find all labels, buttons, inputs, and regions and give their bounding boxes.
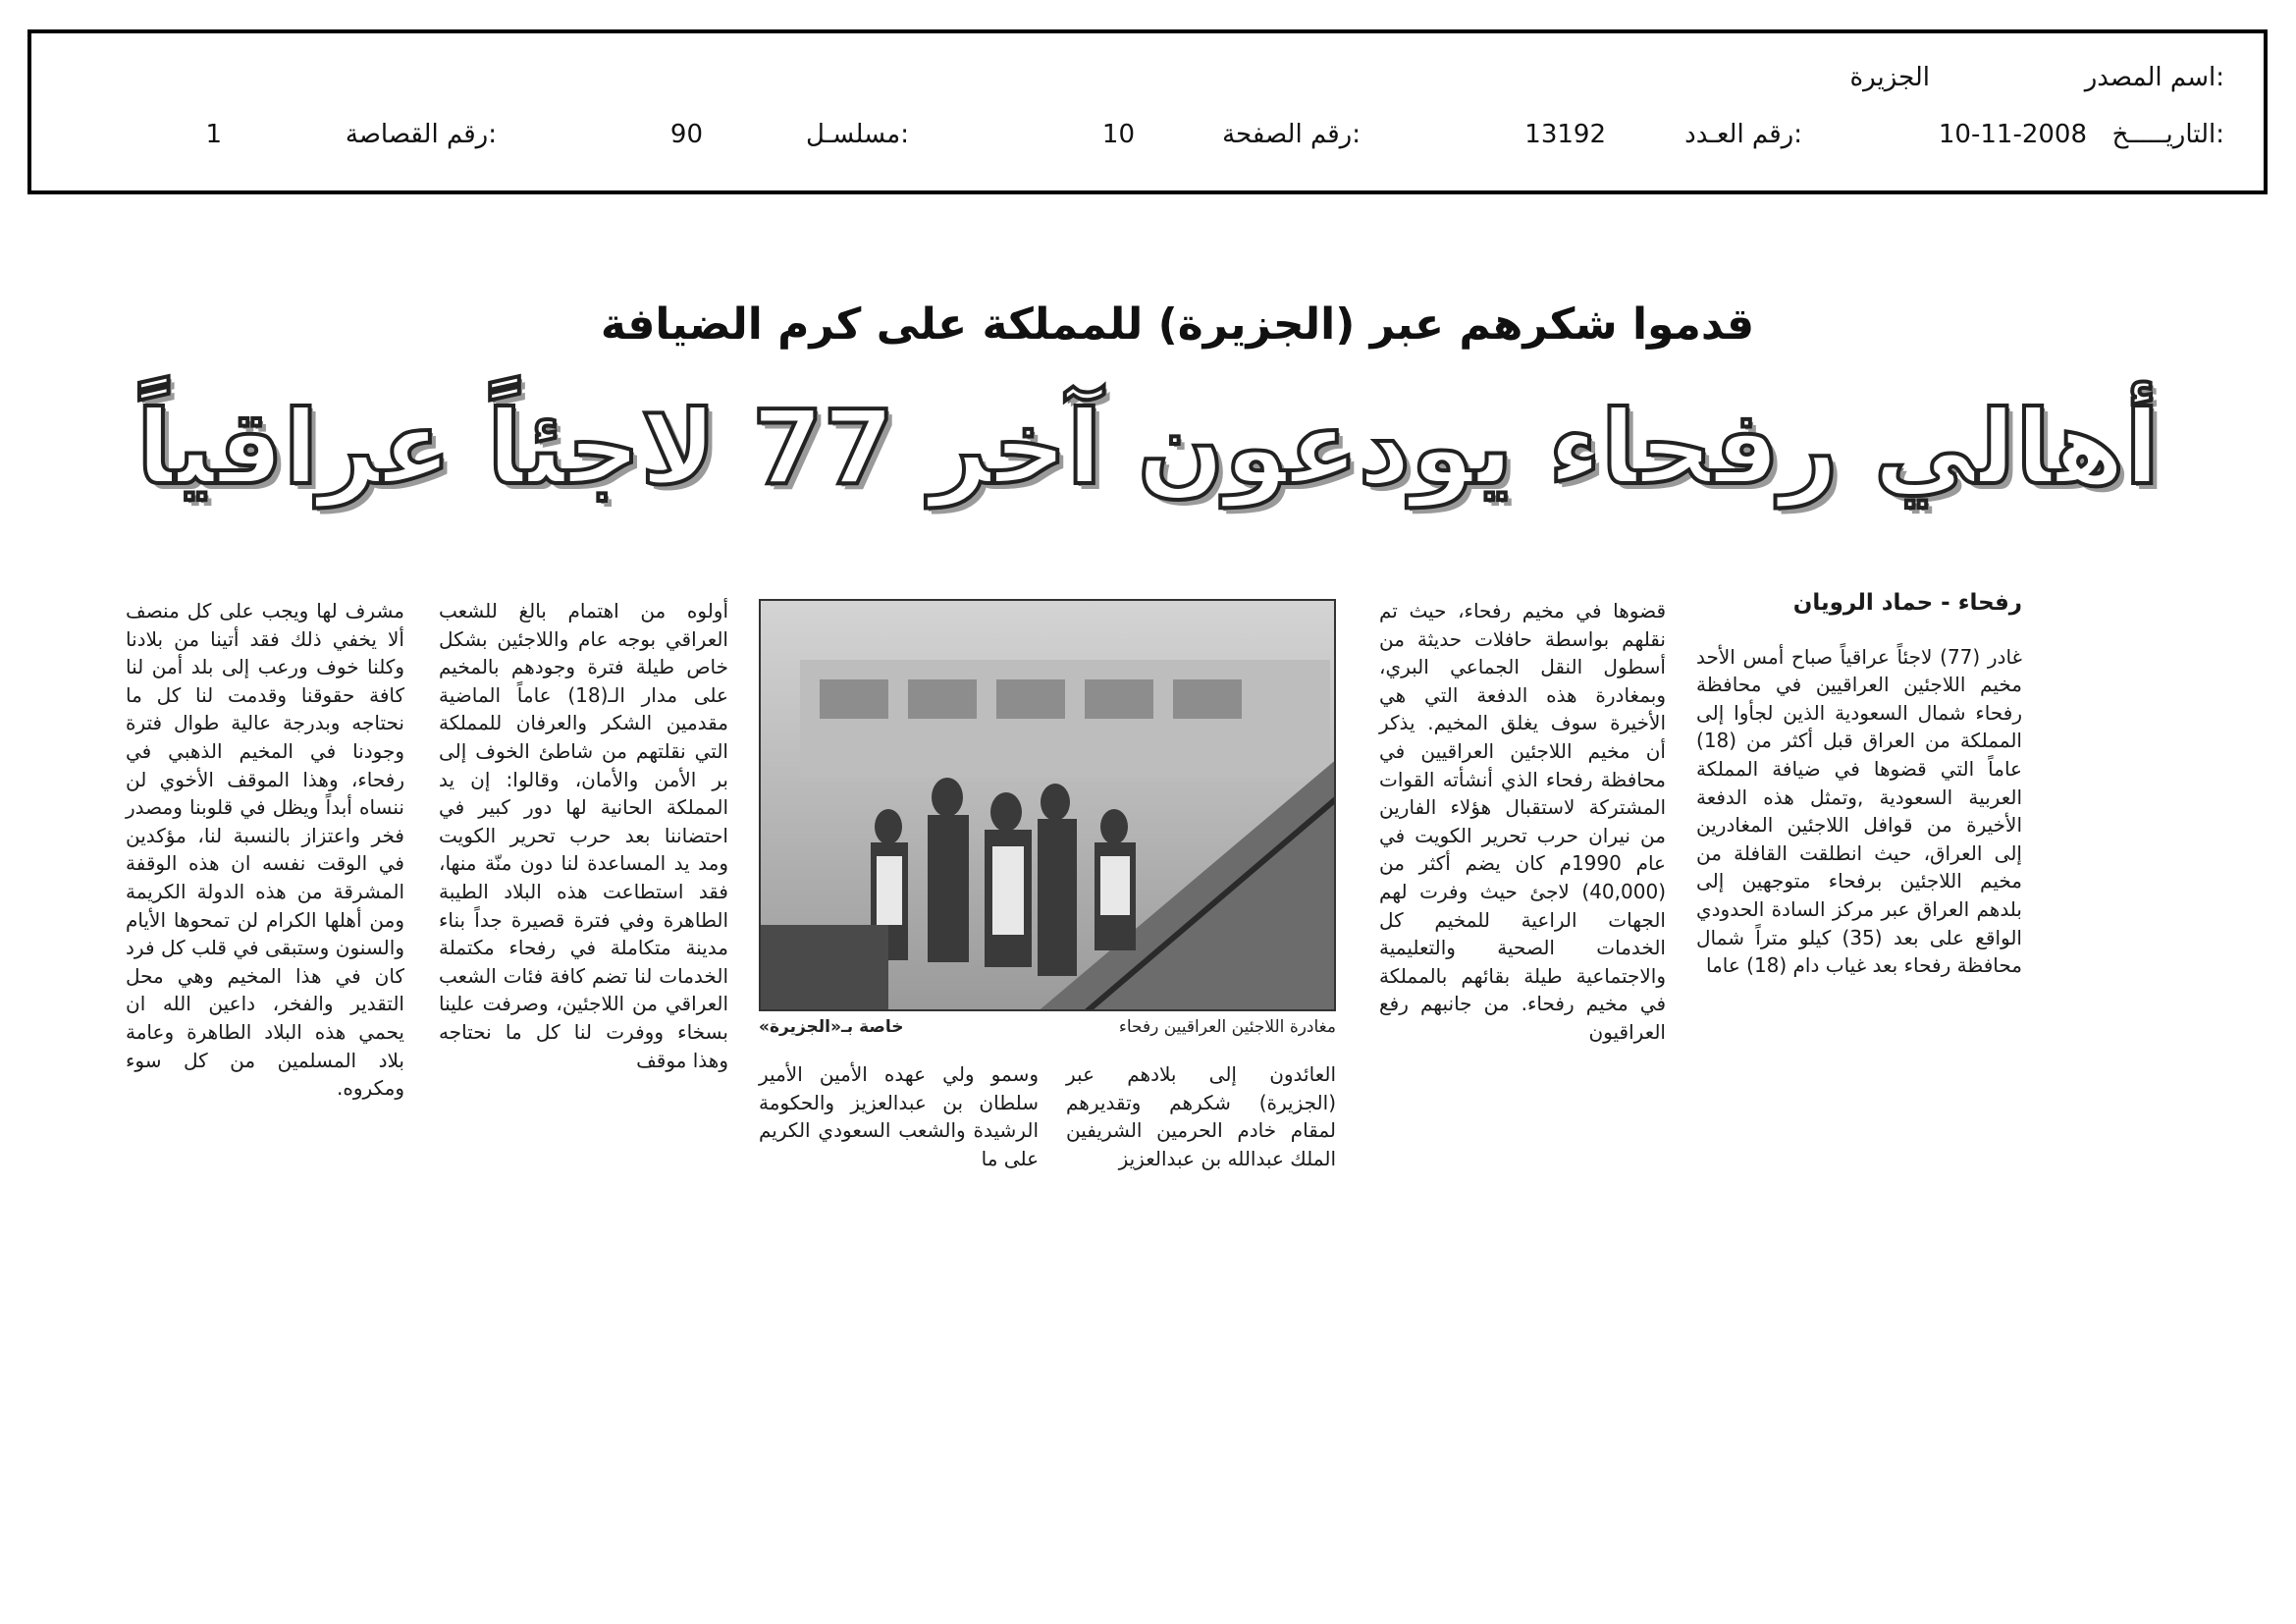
- issue-label: رقم العـدد:: [1684, 120, 1802, 149]
- serial-label: مسلسـل:: [806, 120, 909, 149]
- article-column-4: [759, 1060, 1039, 1172]
- photo-credit: خاصة بـ«الجزيرة»: [759, 1017, 904, 1037]
- article-column-1: [1696, 589, 2022, 980]
- article-headline: أهالي رفحاء يودعون آخر 77 لاجئاً عراقياً: [135, 388, 2161, 508]
- source-label: اسم المصدر:: [2084, 63, 2224, 92]
- date-value: 10-11-2008: [1938, 120, 2087, 149]
- column-5-text: أولوه من اهتمام بالغ للشعب العراقي بوجه عام واللاجئين بشكل خاص طيلة فترة وجودهم بالمخيم على مدار الـ(18) عاماً الماضية مقدمين الشكر والعرفان للمملكة التي نقلتهم من شاطئ الخوف إلى بر الأمن والأمان، وقالوا: إن يد المملكة الحانية لها دور كبير في احتضاننا بعد حرب تحرير الكويت ومد يد المساعدة لنا دون منّة منها، فقد استطاعت هذه البلاد الطيبة الطاهرة وفي فترة قصيرة جداً بناء مدينة متكاملة في رفحاء مكتملة الخدمات لنا تضم كافة فئات الشعب العراقي من اللاجئين، وصرفت علينا بسخاء ووفرت لنا كل ما نحتاجه وهذا موقف: [439, 599, 728, 1072]
- article-column-2: [1379, 597, 1666, 1047]
- column-6-text: مشرف لها ويجب على كل منصف ألا يخفي ذلك فقد أتينا من بلادنا وكلنا خوف ورعب إلى بلد أمن لنا كافة حقوقنا وقدمت لنا كل ما نحتاجه وبدرجة عالية طوال فترة وجودنا في المخيم الذهبي في رفحاء، وهذا الموقف الأخوي لن ننساه أبداً ويظل في قلوبنا ومصدر فخر واعتزاز بالنسبة لنا، مؤكدين في الوقت نفسه ان هذه الوقفة المشرقة من هذه الدولة الكريمة ومن أهلها الكرام لن تمحوها الأيام والسنون وستبقى في قلب كل فرد كان في هذا المخيم وهي محل التقدير والفخر، داعين الله ان يحمي هذه البلاد الطاهرة وعامة بلاد المسلمين من كل سوء ومكروه.: [126, 599, 404, 1101]
- date-label: التاريـــــخ:: [2111, 120, 2224, 149]
- column-4-text: وسمو ولي عهده الأمين الأمير سلطان بن عبدالعزيز والحكومة الرشيدة والشعب السعودي الكريم على ما: [759, 1062, 1039, 1170]
- article-byline: رفحاء - حماد الرويان: [1792, 590, 2022, 616]
- clipping-metadata-box: [27, 29, 2268, 194]
- page-value: 10: [1101, 120, 1135, 149]
- clip-label: رقم القصاصة:: [345, 120, 497, 149]
- column-3-text: العائدون إلى بلادهم عبر (الجزيرة) شكرهم وتقديرهم لمقام خادم الحرمين الشريفين الملك عبدالله بن عبدالعزيز: [1066, 1062, 1336, 1170]
- article-kicker: قدموا شكرهم عبر (الجزيرة) للمملكة على كرم الضيافة: [600, 299, 1755, 350]
- article-column-5: [439, 597, 728, 1074]
- article-column-6: [126, 597, 404, 1103]
- issue-value: 13192: [1524, 120, 1606, 149]
- column-2-text: قضوها في مخيم رفحاء، حيث تم نقلهم بواسطة حافلات حديثة من أسطول النقل الجماعي البري، وبمغادرة هذه الدفعة التي هي الأخيرة سوف يغلق المخيم. يذكر أن مخيم اللاجئين العراقيين في محافظة رفحاء الذي أنشأته القوات المشتركة لاستقبال هؤلاء الفارين من نيران حرب تحرير الكويت في عام 1990م كان يضم أكثر من (40,000) لاجئ حيث وفرت لهم الجهات الراعية للمخيم كل الخدمات الصحية والتعليمية والاجتماعية طيلة بقائهم بالمملكة في مخيم رفحاء. من جانبهم رفع العراقيون: [1379, 599, 1666, 1044]
- serial-value: 90: [669, 120, 703, 149]
- source-value: الجزيرة: [1849, 63, 1930, 92]
- clip-value: 1: [205, 120, 222, 149]
- column-1-text: غادر (77) لاجئاً عراقياً صباح أمس الأحد مخيم اللاجئين العراقيين في محافظة رفحاء شمال السعودية الذين لجأوا إلى المملكة من العراق قبل أكثر من (18) عاماً التي قضوها في ضيافة المملكة العربية السعودية ,وتمثل هذه الدفعة الأخيرة من قوافل اللاجئين المغادرين إلى العراق، حيث انطلقت القافلة من مخيم اللاجئين برفحاء متوجهين إلى بلدهم العراق عبر مركز السادة الحدودي الواقع على بعد (35) كيلو متراً شمال محافظة رفحاء بعد غياب دام (18) عاما: [1696, 644, 2022, 978]
- article-column-3: [1066, 1060, 1336, 1172]
- page-label: رقم الصفحة:: [1222, 120, 1361, 149]
- refugees-photo-image: [761, 601, 1336, 1011]
- article-photo: [759, 599, 1336, 1011]
- photo-caption: مغادرة اللاجئين العراقيين رفحاء: [1118, 1017, 1336, 1037]
